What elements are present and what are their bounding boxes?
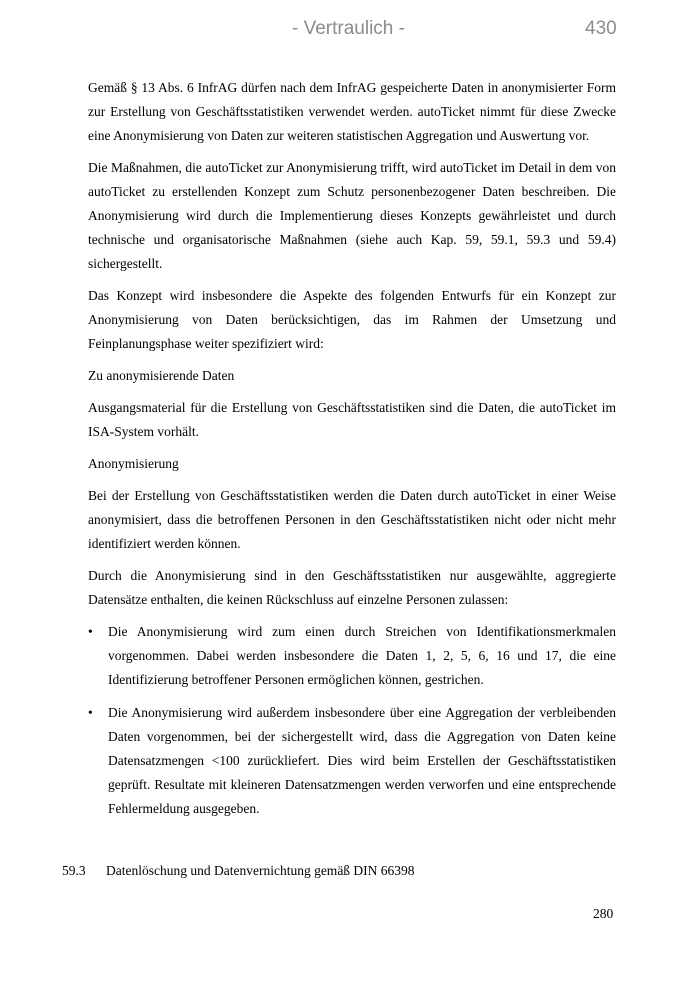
header-confidential-label: - Vertraulich - [292, 18, 405, 39]
section-heading [62, 859, 415, 883]
bullet-icon: • [88, 705, 93, 720]
paragraph: Bei der Erstellung von Geschäftsstatistiken werden die Daten durch autoTicket in einer Weise anonymisiert, dass die betroffenen Personen in den Geschäftsstatistiken nicht oder nicht mehr identifiziert werden können. [88, 488, 616, 551]
section-title: Datenlöschung und Datenvernichtung gemäß DIN 66398 [106, 863, 415, 878]
bullet-icon: • [88, 624, 93, 639]
footer-page-number: 280 [593, 906, 614, 921]
list-item [88, 620, 616, 692]
paragraph: Die Maßnahmen, die autoTicket zur Anonymisierung trifft, wird autoTicket im Detail in dem von autoTicket zu erstellenden Konzept zum Schutz personenbezogener Daten beschreiben. Die Anonymisierung wird durch die Implementierung dieses Konzepts gewährleistet und durch technische und organisatorische Maßnahmen (siehe auch Kap. 59, 59.1, 59.3 und 59.4) sichergestellt. [88, 160, 616, 271]
paragraph: Ausgangsmaterial für die Erstellung von Geschäftsstatistiken sind die Daten, die autoTicket im ISA-System vorhält. [88, 400, 616, 439]
list-item-text: Die Anonymisierung wird zum einen durch Streichen von Identifikationsmerkmalen vorgenommen. Dabei werden insbesondere die Daten 1, 2, 5, 6, 16 und 17, die eine Identifizierung betroffener Personen ermöglichen können, gestrichen. [108, 624, 616, 687]
paragraph: Gemäß § 13 Abs. 6 InfrAG dürfen nach dem InfrAG gespeicherte Daten in anonymisierter Form zur Erstellung von Geschäftsstatistiken verwendet werden. autoTicket nimmt für diese Zwecke eine Anonymisierung von Daten zur weiteren statistischen Aggregation und Auswertung vor. [88, 80, 616, 143]
subheading-data-to-anonymize: Zu anonymisierende Daten [88, 368, 235, 383]
subheading-anonymization: Anonymisierung [88, 456, 179, 471]
document-body [88, 76, 616, 830]
list-item [88, 701, 616, 821]
paragraph: Das Konzept wird insbesondere die Aspekte des folgenden Entwurfs für ein Konzept zur Anonymisierung von Daten berücksichtigen, das im Rahmen der Umsetzung und Feinplanungsphase weiter spezifiziert wird: [88, 288, 616, 351]
section-number: 59.3 [62, 863, 86, 878]
bullet-list [88, 620, 616, 821]
list-item-text: Die Anonymisierung wird außerdem insbesondere über eine Aggregation der verbleibenden Daten vorgenommen, bei der sichergestellt wird, dass die Aggregation von Daten keine Datensatzmengen <100 zurückliefert. Dies wird beim Erstellen der Geschäftsstatistiken geprüft. Resultate mit kleineren Datensatzmengen werden verworfen und eine entsprechende Fehlermeldung ausgegeben. [108, 705, 616, 816]
paragraph: Durch die Anonymisierung sind in den Geschäftsstatistiken nur ausgewählte, aggregierte Datensätze enthalten, die keinen Rückschluss auf einzelne Personen zulassen: [88, 568, 616, 607]
header-page-number: 430 [585, 18, 617, 39]
